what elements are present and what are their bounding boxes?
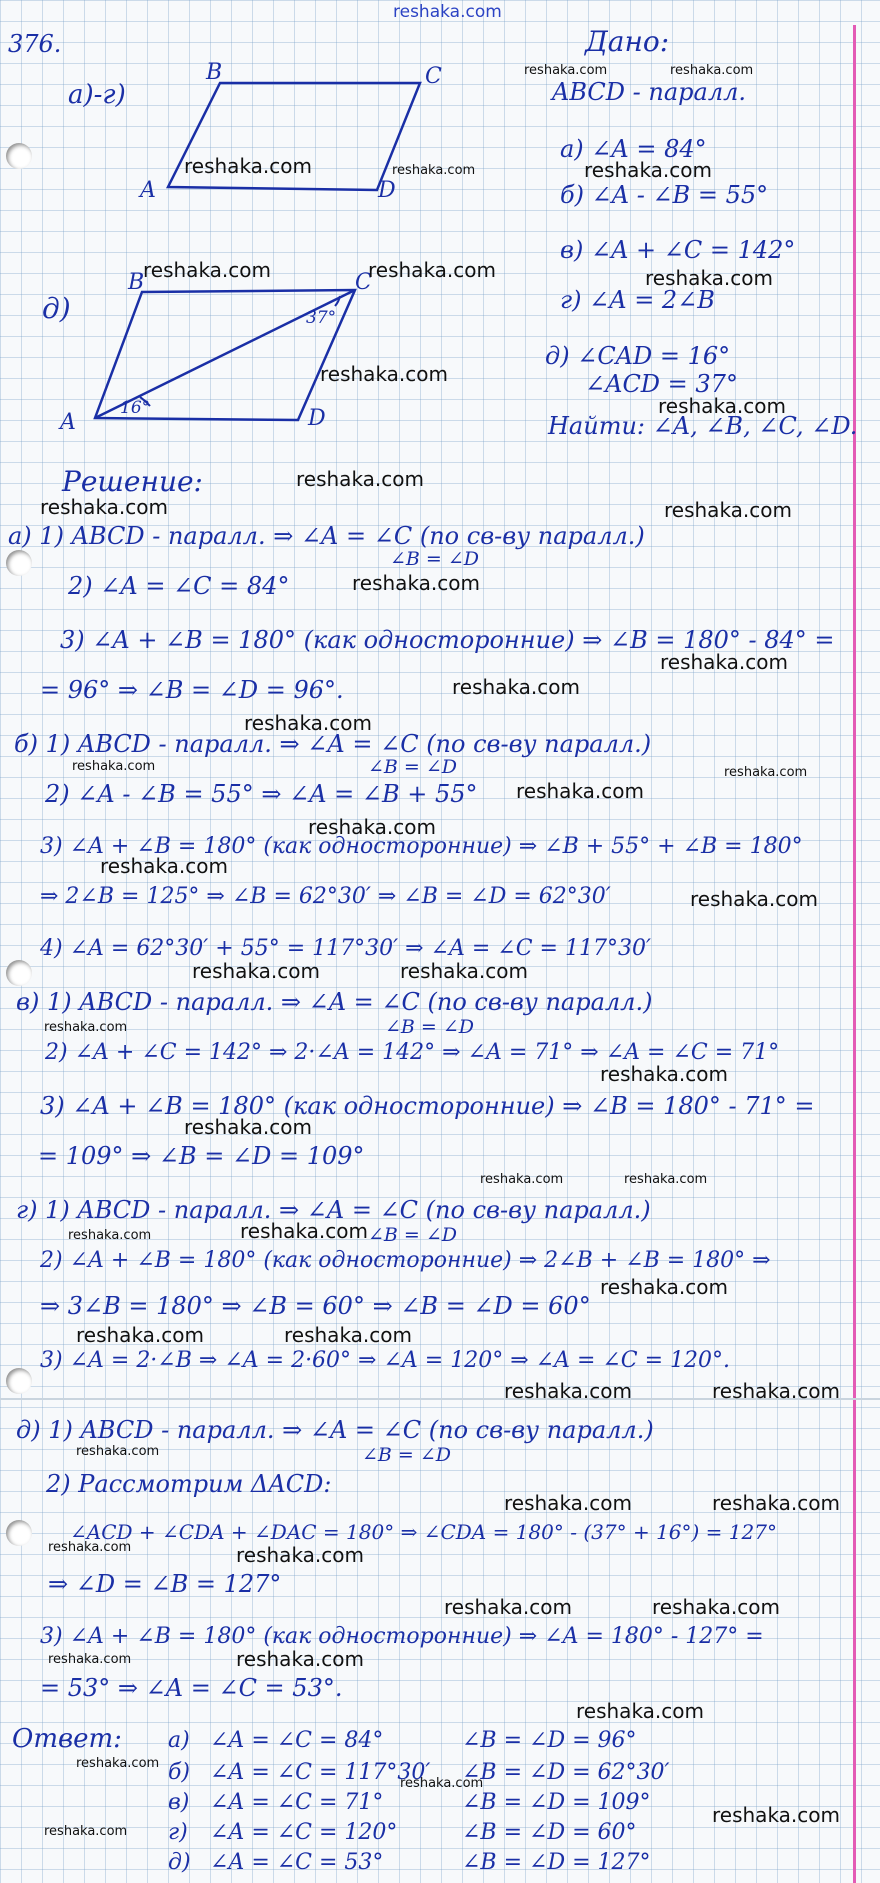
watermark: reshaka.com bbox=[712, 1803, 840, 1827]
watermark: reshaka.com bbox=[400, 1776, 484, 1791]
solution-line: 2) ∠A + ∠C = 142° ⇒ 2·∠A = 142° ⇒ ∠A = 71° ⇒ ∠A = ∠C = 71° bbox=[45, 1040, 780, 1065]
watermark: reshaka.com bbox=[44, 1020, 128, 1035]
answer-bd: ∠B = ∠D = 96° bbox=[462, 1728, 637, 1753]
given-line: ABCD - паралл. bbox=[552, 78, 747, 106]
punch-hole bbox=[6, 1368, 32, 1394]
watermark: reshaka.com bbox=[658, 394, 786, 418]
solution-line: ∠B = ∠D bbox=[368, 1224, 458, 1246]
solution-line: 2) ∠A + ∠B = 180° (как односторонние) ⇒ 2∠B + ∠B = 180° ⇒ bbox=[40, 1248, 771, 1273]
solution-line: ⇒ 3∠B = 180° ⇒ ∠B = 60° ⇒ ∠B = ∠D = 60° bbox=[40, 1292, 591, 1320]
answer-ac: ∠A = ∠C = 71° bbox=[210, 1790, 384, 1815]
punch-hole bbox=[6, 1520, 32, 1546]
watermark: reshaka.com bbox=[624, 1172, 708, 1187]
watermark: reshaka.com bbox=[480, 1172, 564, 1187]
given-line: д) ∠CAD = 16° bbox=[545, 342, 731, 370]
solution-line: ∠ACD + ∠CDA + ∠DAC = 180° ⇒ ∠CDA = 180° - (37° + 16°) = 127° bbox=[70, 1520, 777, 1544]
watermark: reshaka.com bbox=[143, 258, 271, 282]
watermark: reshaka.com bbox=[240, 1219, 368, 1243]
watermark: reshaka.com bbox=[690, 887, 818, 911]
solution-line: = 109° ⇒ ∠B = ∠D = 109° bbox=[38, 1142, 365, 1170]
watermark: reshaka.com bbox=[48, 1652, 132, 1667]
figure2-label: д) bbox=[42, 292, 71, 325]
answer-bd: ∠B = ∠D = 62°30′ bbox=[462, 1760, 670, 1785]
watermark: reshaka.com bbox=[284, 1323, 412, 1347]
watermark: reshaka.com bbox=[76, 1756, 160, 1771]
watermark: reshaka.com bbox=[444, 1595, 572, 1619]
answer-title: Ответ: bbox=[12, 1724, 122, 1754]
solution-line: 3) ∠A = 2·∠B ⇒ ∠A = 2·60° ⇒ ∠A = 120° ⇒ ∠A = ∠C = 120°. bbox=[40, 1348, 731, 1373]
solution-line: 2) ∠A = ∠C = 84° bbox=[68, 572, 290, 600]
answer-row-label: в) bbox=[168, 1790, 190, 1815]
solution-line: в) 1) ABCD - паралл. ⇒ ∠A = ∠C (по св-ву паралл.) bbox=[16, 988, 653, 1016]
watermark: reshaka.com bbox=[184, 154, 312, 178]
watermark: reshaka.com bbox=[40, 495, 168, 519]
solution-line: 2) ∠A - ∠B = 55° ⇒ ∠A = ∠B + 55° bbox=[45, 780, 478, 808]
watermark: reshaka.com bbox=[645, 266, 773, 290]
answer-row-label: д) bbox=[168, 1850, 191, 1875]
answer-ac: ∠A = ∠C = 120° bbox=[210, 1820, 398, 1845]
watermark: reshaka.com bbox=[516, 779, 644, 803]
punch-hole bbox=[6, 550, 32, 576]
watermark: reshaka.com bbox=[576, 1699, 704, 1723]
solution-line: б) 1) ABCD - паралл. ⇒ ∠A = ∠C (по св-ву паралл.) bbox=[14, 730, 652, 758]
watermark: reshaka.com bbox=[44, 1824, 128, 1839]
watermark: reshaka.com bbox=[320, 362, 448, 386]
given-line: б) ∠A - ∠B = 55° bbox=[560, 181, 769, 209]
watermark: reshaka.com bbox=[76, 1323, 204, 1347]
vertex-c-label: C bbox=[355, 270, 372, 295]
solution-line: 3) ∠A + ∠B = 180° (как односторонние) ⇒ ∠A = 180° - 127° = bbox=[40, 1624, 764, 1649]
watermark: reshaka.com bbox=[352, 571, 480, 595]
watermark: reshaka.com bbox=[308, 815, 436, 839]
find-line: Найти: ∠A, ∠B, ∠C, ∠D. bbox=[548, 412, 858, 440]
solution-line: г) 1) ABCD - паралл. ⇒ ∠A = ∠C (по св-ву паралл.) bbox=[16, 1196, 651, 1224]
answer-row-label: а) bbox=[168, 1728, 190, 1753]
solution-title: Решение: bbox=[62, 465, 203, 498]
watermark: reshaka.com bbox=[68, 1228, 152, 1243]
watermark: reshaka.com bbox=[524, 63, 608, 78]
vertex-d-label: D bbox=[308, 406, 326, 431]
watermark: reshaka.com bbox=[244, 711, 372, 735]
watermark: reshaka.com bbox=[296, 467, 424, 491]
vertex-a-label: A bbox=[140, 178, 156, 203]
answer-row-label: б) bbox=[168, 1760, 191, 1785]
solution-line: ∠B = ∠D bbox=[368, 756, 458, 778]
punch-hole bbox=[6, 960, 32, 986]
figure1-label: а)-г) bbox=[68, 80, 126, 110]
answer-ac: ∠A = ∠C = 84° bbox=[210, 1728, 384, 1753]
vertex-a-label: A bbox=[60, 410, 76, 435]
solution-line: 3) ∠A + ∠B = 180° (как односторонние) ⇒ ∠B = 180° - 84° = bbox=[60, 626, 835, 654]
watermark: reshaka.com bbox=[392, 163, 476, 178]
watermark: reshaka.com bbox=[504, 1379, 632, 1403]
vertex-d-label: D bbox=[378, 178, 396, 203]
watermark: reshaka.com bbox=[184, 1115, 312, 1139]
watermark: reshaka.com bbox=[368, 258, 496, 282]
watermark: reshaka.com bbox=[400, 959, 528, 983]
solution-line: ∠B = ∠D bbox=[362, 1444, 452, 1466]
given-title: Дано: bbox=[585, 25, 670, 58]
answer-bd: ∠B = ∠D = 127° bbox=[462, 1850, 651, 1875]
angle-a-label: 16° bbox=[120, 398, 151, 418]
solution-line: 2) Рассмотрим ΔACD: bbox=[46, 1470, 332, 1498]
answer-bd: ∠B = ∠D = 60° bbox=[462, 1820, 637, 1845]
given-line: в) ∠A + ∠C = 142° bbox=[560, 236, 796, 264]
vertex-b-label: B bbox=[206, 60, 223, 85]
solution-line: = 53° ⇒ ∠A = ∠C = 53°. bbox=[40, 1674, 343, 1702]
solution-line: 3) ∠A + ∠B = 180° (как односторонние) ⇒ ∠B + 55° + ∠B = 180° bbox=[40, 834, 803, 859]
watermark: reshaka.com bbox=[48, 1540, 132, 1555]
answer-bd: ∠B = ∠D = 109° bbox=[462, 1790, 651, 1815]
watermark: reshaka.com bbox=[600, 1275, 728, 1299]
solution-line: 4) ∠A = 62°30′ + 55° = 117°30′ ⇒ ∠A = ∠C = 117°30′ bbox=[40, 936, 651, 961]
answer-ac: ∠A = ∠C = 117°30′ bbox=[210, 1760, 431, 1785]
site-header-link[interactable]: reshaka.com bbox=[393, 2, 502, 22]
vertex-b-label: B bbox=[128, 270, 145, 295]
watermark: reshaka.com bbox=[712, 1491, 840, 1515]
solution-line: а) 1) ABCD - паралл. ⇒ ∠A = ∠C (по св-ву паралл.) bbox=[8, 522, 645, 550]
watermark: reshaka.com bbox=[452, 675, 580, 699]
watermark: reshaka.com bbox=[600, 1062, 728, 1086]
answer-ac: ∠A = ∠C = 53° bbox=[210, 1850, 384, 1875]
solution-line: 3) ∠A + ∠B = 180° (как односторонние) ⇒ ∠B = 180° - 71° = bbox=[40, 1092, 815, 1120]
watermark: reshaka.com bbox=[652, 1595, 780, 1619]
watermark: reshaka.com bbox=[76, 1444, 160, 1459]
watermark: reshaka.com bbox=[504, 1491, 632, 1515]
answer-row-label: г) bbox=[168, 1820, 188, 1845]
watermark: reshaka.com bbox=[100, 854, 228, 878]
problem-number: 376. bbox=[8, 30, 62, 58]
watermark: reshaka.com bbox=[712, 1379, 840, 1403]
watermark: reshaka.com bbox=[72, 759, 156, 774]
vertex-c-label: C bbox=[425, 64, 442, 89]
solution-line: ∠B = ∠D bbox=[385, 1016, 475, 1038]
watermark: reshaka.com bbox=[724, 765, 808, 780]
solution-line: д) 1) ABCD - паралл. ⇒ ∠A = ∠C (по св-ву паралл.) bbox=[16, 1416, 654, 1444]
watermark: reshaka.com bbox=[236, 1647, 364, 1671]
given-line: г) ∠A = 2∠B bbox=[560, 286, 715, 314]
watermark: reshaka.com bbox=[670, 63, 754, 78]
watermark: reshaka.com bbox=[584, 158, 712, 182]
solution-line: ⇒ ∠D = ∠B = 127° bbox=[48, 1570, 282, 1598]
solution-line: ∠B = ∠D bbox=[390, 548, 480, 570]
angle-c-label: 37° bbox=[306, 308, 337, 328]
watermark: reshaka.com bbox=[660, 650, 788, 674]
watermark: reshaka.com bbox=[192, 959, 320, 983]
watermark: reshaka.com bbox=[664, 498, 792, 522]
given-line: а) ∠A = 84° bbox=[560, 135, 707, 163]
given-line: ∠ACD = 37° bbox=[585, 370, 738, 398]
solution-line: ⇒ 2∠B = 125° ⇒ ∠B = 62°30′ ⇒ ∠B = ∠D = 62°30′ bbox=[40, 884, 611, 909]
solution-line: = 96° ⇒ ∠B = ∠D = 96°. bbox=[40, 676, 344, 704]
watermark: reshaka.com bbox=[236, 1543, 364, 1567]
